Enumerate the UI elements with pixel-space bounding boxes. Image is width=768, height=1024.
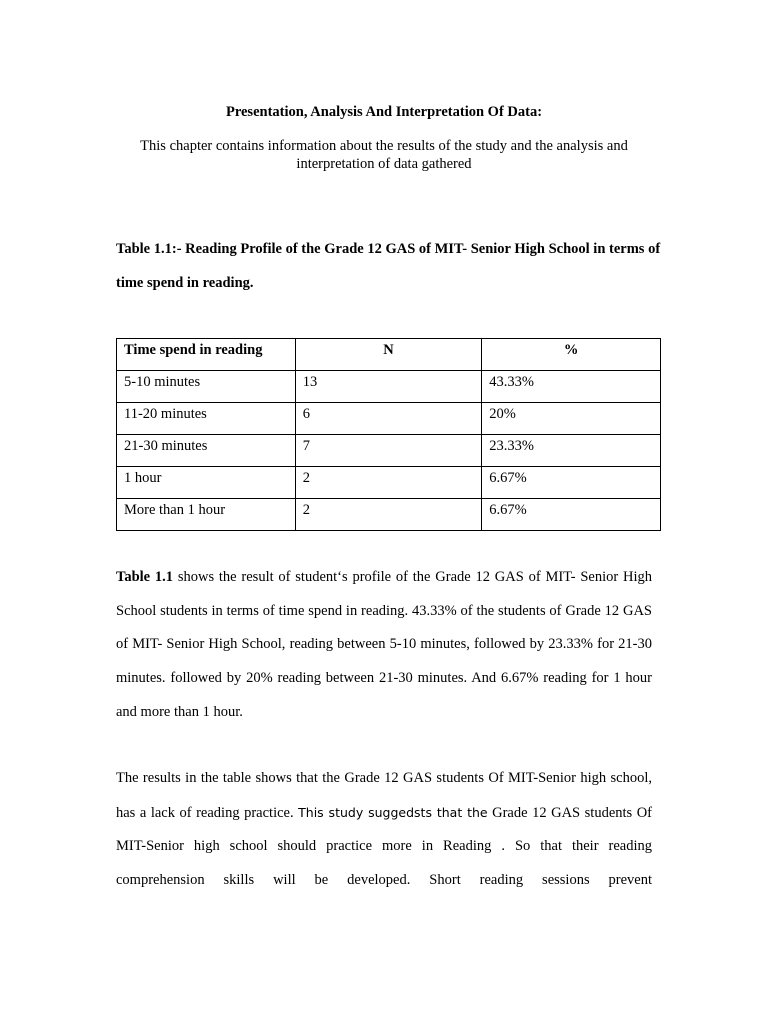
interpretation-text-1: The results in the table shows that the Grade 12 GAS students Of MIT-Senior high school, has a lack of reading practice. [116, 770, 652, 821]
page-heading: Presentation, Analysis And Interpretation Of Data: [225, 104, 543, 120]
cell-time: 1 hour [117, 467, 296, 499]
intro-text: This chapter contains information about the results of the study and the analysis and interpretation of data gathered [140, 138, 628, 172]
cell-percent: 43.33% [482, 371, 661, 403]
header-percent: % [482, 339, 661, 371]
results-paragraph [116, 561, 652, 730]
interpretation-text-3: Grade 12 GAS students Of MIT-Senior high school should practice more in Reading . So that their reading comprehension skills will be developed. Short reading sessions prevent [116, 804, 652, 889]
cell-n: 13 [295, 371, 482, 403]
cell-time: 21-30 minutes [117, 435, 296, 467]
table-header-row [117, 339, 661, 371]
interpretation-paragraph [116, 762, 652, 898]
table-reference: Table 1.1 [116, 569, 174, 585]
table-caption: Table 1.1:- Reading Profile of the Grade 12 GAS of MIT- Senior High School in terms of time spend in reading. [116, 241, 661, 291]
cell-percent: 6.67% [482, 467, 661, 499]
table-row [117, 467, 661, 499]
reading-profile-table [116, 338, 661, 531]
header-n: N [295, 339, 482, 371]
cell-percent: 20% [482, 403, 661, 435]
header-time-spend: Time spend in reading [117, 339, 296, 371]
cell-n: 6 [295, 403, 482, 435]
table-row [117, 435, 661, 467]
cell-time: 11-20 minutes [117, 403, 296, 435]
cell-n: 7 [295, 435, 482, 467]
cell-percent: 23.33% [482, 435, 661, 467]
cell-time: 5-10 minutes [117, 371, 296, 403]
table-row [117, 499, 661, 531]
results-text: shows the result of student‘s profile of the Grade 12 GAS of MIT- Senior High School students in terms of time spend in reading. 43.33% of the students of Grade 12 GAS of MIT- Senior High School, reading between 5-10 minutes, followed by 23.33% for 21-30 minutes. followed by 20% reading between 21-30 minutes. And 6.67% reading for 1 hour and more than 1 hour. [116, 569, 652, 720]
interpretation-text-2: This study suggedsts that the [298, 804, 488, 820]
table-row [117, 403, 661, 435]
table-row [117, 371, 661, 403]
cell-time: More than 1 hour [117, 499, 296, 531]
cell-n: 2 [295, 499, 482, 531]
cell-percent: 6.67% [482, 499, 661, 531]
cell-n: 2 [295, 467, 482, 499]
